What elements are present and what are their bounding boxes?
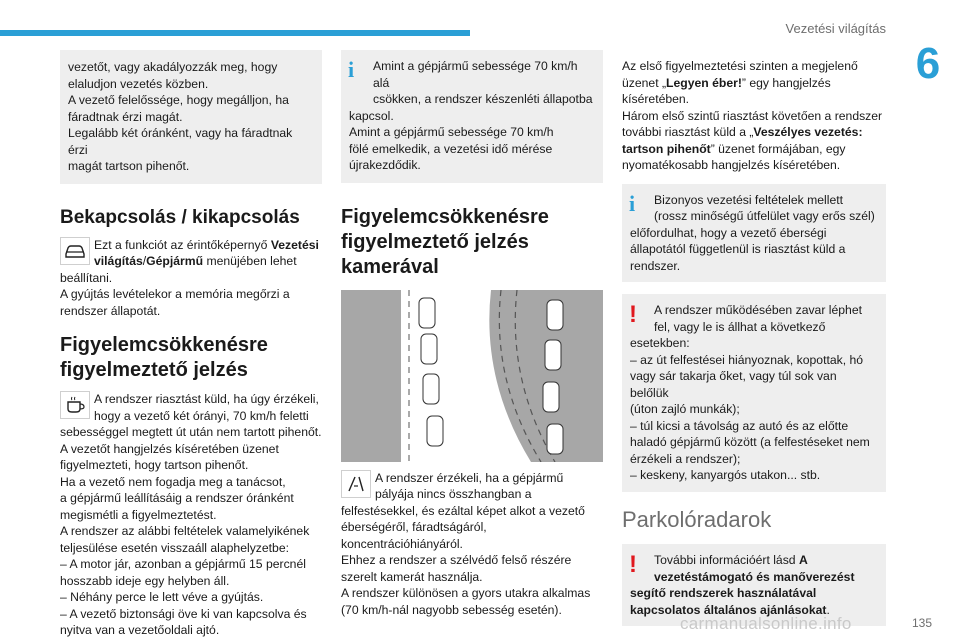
warning-icon: ! — [629, 301, 637, 328]
column-1 — [60, 50, 322, 639]
info-box-conditions: i Bizonyos vezetési feltételek mellett (rossz minőségű útfelület vagy erős szél) előfordulhat, hogy a vezető éberségi állapotától függetlenül is riasztást küld a rendszer. — [622, 184, 886, 283]
warning-box-parking: ! További információért lásd A vezetéstámogató és manőverezést segítő rendszerek használatával kapcsolatos általános ajánlásokat. — [622, 544, 886, 626]
section-title-parking: Parkolóradarok — [622, 506, 772, 532]
intro-line: Legalább két óránként, vagy ha fáradtnak érzi — [68, 126, 293, 157]
chapter-number: 6 — [915, 39, 941, 88]
page-number: 135 — [912, 616, 933, 630]
watermark: carmanualsonline.info — [680, 614, 852, 633]
intro-line: elaludjon vezetés közben. — [68, 76, 209, 91]
intro-line: A vezető felelőssége, hogy megálljon, ha — [68, 93, 289, 107]
alert-levels-paragraph: Az első figyelmeztetési szinten a megjelenő üzenet „Legyen éber!” egy hangjelzés kíséretében. Három első szintű riasztást követően a rendszer további riasztást küld a „Veszélyes vezetés: tartson pihenőt” üzenet formájában, egy nyomatékosabb hangjelzés kíséretében. — [622, 59, 883, 172]
top-accent-bar — [0, 30, 470, 36]
warning-box-malfunction: ! A rendszer működésében zavar léphet fel, vagy le is állhat a következő esetekben: – az út felfestései hiányoznak, kopottak, hó vagy sár takarja őket, vagy túl sok van belőlük (úton zajló munkák); – túl kicsi a távolság az autó és az előtte haladó gépjármű között (a felfestéseket nem érzékeli a rendszer); – keskeny, kanyargós utakon... stb. — [622, 294, 886, 492]
intro-line: magát tartson pihenőt. — [68, 159, 190, 173]
intro-line: fáradtnak érzi magát. — [68, 109, 183, 124]
coffee-cup-icon — [60, 391, 90, 419]
info-icon: i — [348, 57, 355, 82]
heading-attention-warning: Figyelemcsökkenésre figyelmeztető jelzés — [60, 334, 268, 381]
attention-paragraph: A rendszer riasztást küld, ha úgy érzékeli, hogy a vezető két órányi, 70 km/h feletti sebességgel megtett út után nem tartott pihenőt. A vezetőt hangjelzés kíséretében üzenet figyelmezteti, hogy tartson pihenőt. Ha a vezető nem fogadja meg a tanácsot, a gépjármű leállításáig a rendszer óránként megismétli a figyelmeztetést. A rendszer az alábbi feltételek valamelyikének teljesülése esetén visszaáll alaphelyzetbe: – A motor jár, azonban a gépjármű 15 percnél hosszabb ideje egy helyben áll. – Néhány perce le lett véve a gyújtás. – A vezető biztonsági öve ki van kapcsolva és nyitva van a vezetőoldali ajtó. — [60, 392, 322, 637]
onoff-paragraph: Ezt a funkciót az érintőképernyő Vezetési világítás/Gépjármű menüjében lehet beállítani. A gyújtás levételekor a memória megőrzi a rendszer állapotát. — [60, 237, 319, 318]
info-box-speed: i Amint a gépjármű sebessége 70 km/h alá csökken, a rendszer készenléti állapotba kapcsol. Amint a gépjármű sebessége 70 km/h fölé emelkedik, a vezetési idő mérése újrakezdődik. — [341, 50, 603, 183]
intro-line: vezetőt, vagy akadályozzák meg, hogy — [68, 60, 278, 74]
intro-box — [60, 50, 322, 184]
heading-onoff: Bekapcsolás / kikapcsolás — [60, 206, 300, 228]
heading-camera-warning: Figyelemcsökkenésre figyelmeztető jelzés kamerával — [341, 205, 549, 278]
header-title: Vezetési világítás — [785, 21, 886, 36]
column-3 — [622, 50, 886, 626]
lane-illustration — [341, 290, 603, 462]
info-icon: i — [629, 190, 636, 216]
column-2 — [341, 50, 603, 618]
car-outline-icon — [60, 237, 90, 265]
camera-paragraph: A rendszer érzékeli, ha a gépjármű pályája nincs összhangban a felfestésekkel, és ezáltal képet alkot a vezető éberségéről, fáradtságáról, koncentrációhiányáról. Ehhez a rendszer a szélvédő felső részére szerelt kamerát használja. A rendszer különösen a gyors utakra alkalmas (70 km/h-nál nagyobb sebesség esetén). — [341, 470, 591, 617]
lane-camera-icon — [341, 470, 371, 498]
warning-icon: ! — [629, 551, 637, 578]
